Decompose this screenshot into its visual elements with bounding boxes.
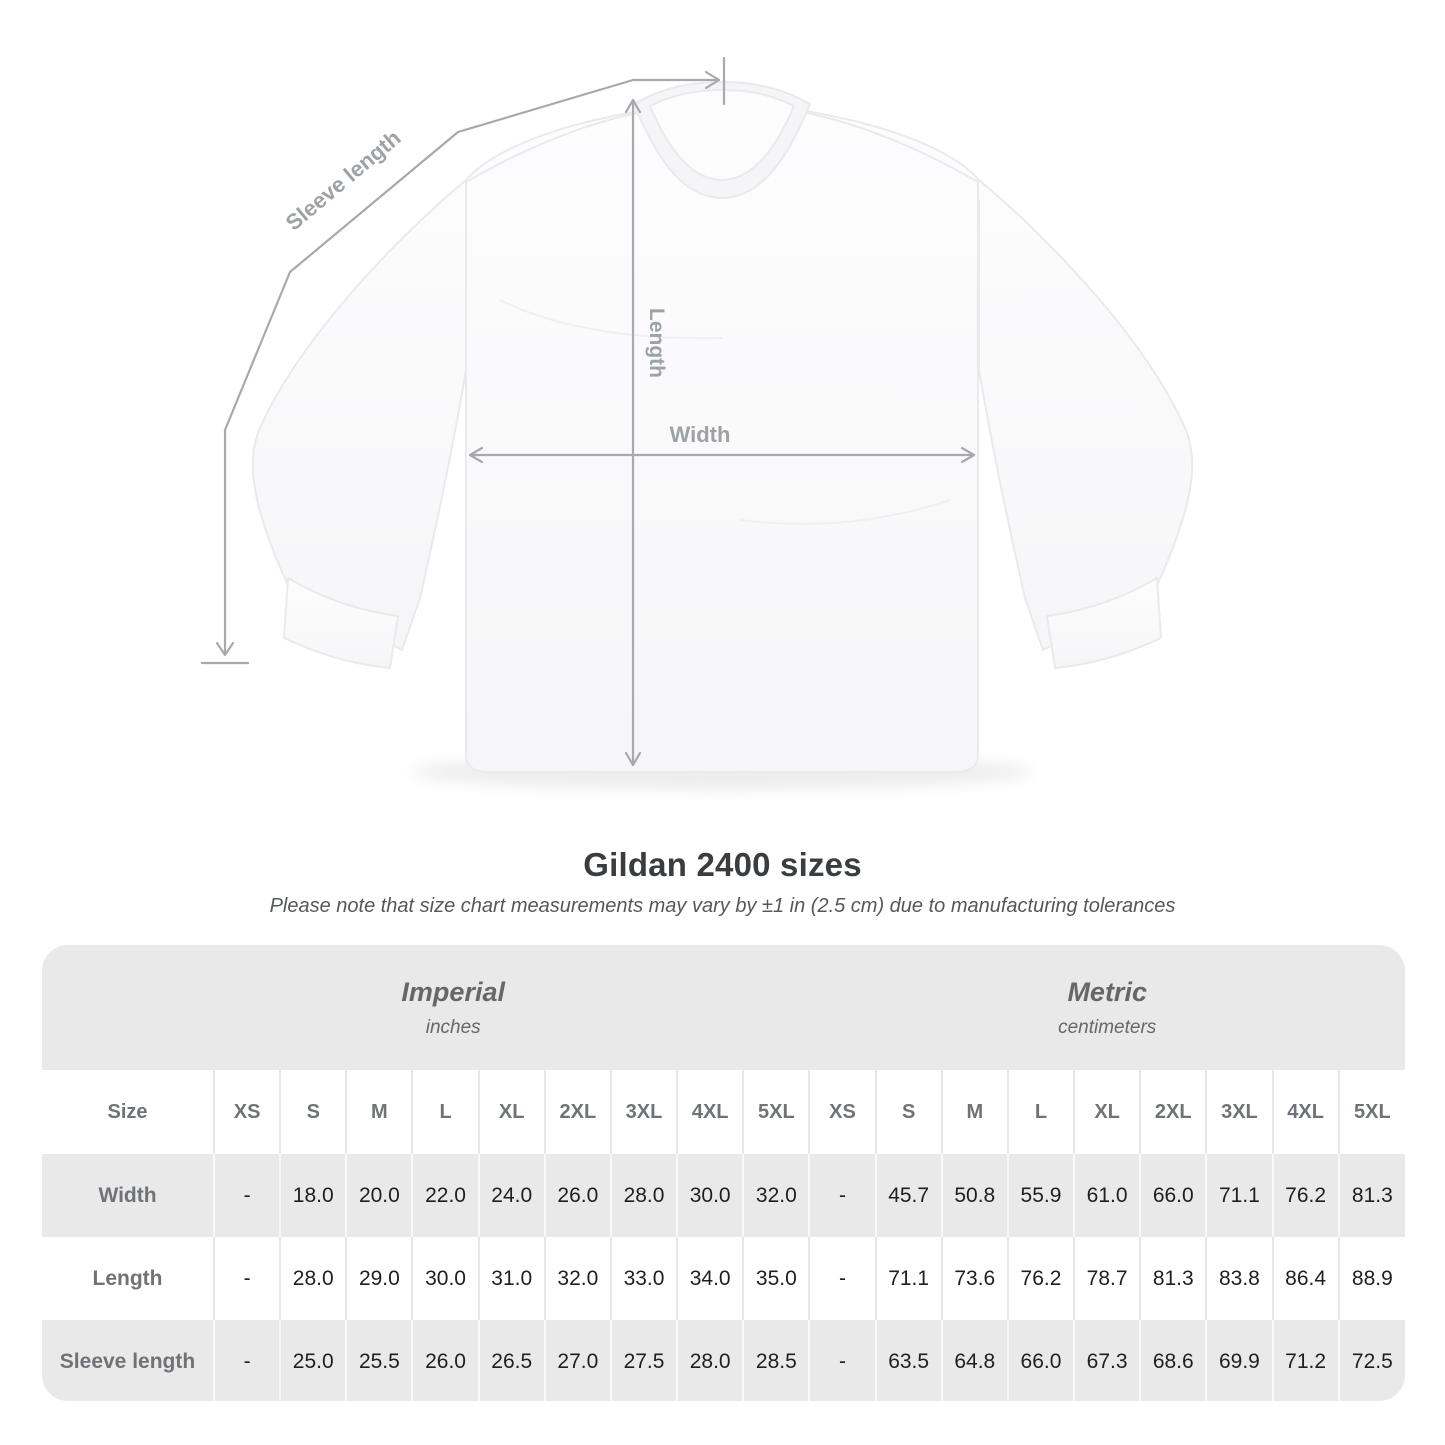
length-imperial-5xl: 35.0 <box>743 1237 809 1320</box>
size-header-imperial-m: M <box>346 1070 412 1154</box>
sleeve-length-imperial-xl: 26.5 <box>479 1320 545 1401</box>
sleeve-length-metric-3xl: 69.9 <box>1206 1320 1272 1401</box>
sleeve-length-metric-2xl: 68.6 <box>1140 1320 1206 1401</box>
width-metric-l: 55.9 <box>1008 1154 1074 1237</box>
length-metric-s: 71.1 <box>876 1237 942 1320</box>
size-header-metric-s: S <box>876 1070 942 1154</box>
sleeve-length-imperial-2xl: 27.0 <box>545 1320 611 1401</box>
size-header-imperial-2xl: 2XL <box>545 1070 611 1154</box>
size-chart-table <box>42 945 1405 1401</box>
width-imperial-4xl: 30.0 <box>677 1154 743 1237</box>
length-imperial-xl: 31.0 <box>479 1237 545 1320</box>
size-header-metric-xs: XS <box>809 1070 875 1154</box>
width-imperial-xs: - <box>214 1154 280 1237</box>
width-imperial-3xl: 28.0 <box>611 1154 677 1237</box>
length-imperial-m: 29.0 <box>346 1237 412 1320</box>
row-label-sleeve-length: Sleeve length <box>42 1320 214 1401</box>
length-imperial-s: 28.0 <box>280 1237 346 1320</box>
width-metric-4xl: 76.2 <box>1273 1154 1339 1237</box>
imperial-group-unit: inches <box>425 1016 481 1038</box>
size-header-imperial-xs: XS <box>214 1070 280 1154</box>
sleeve-length-imperial-s: 25.0 <box>280 1320 346 1401</box>
width-metric-xl: 61.0 <box>1074 1154 1140 1237</box>
width-imperial-m: 20.0 <box>346 1154 412 1237</box>
size-header-imperial-xl: XL <box>479 1070 545 1154</box>
width-metric-2xl: 66.0 <box>1140 1154 1206 1237</box>
measurement-row-sleeve-length <box>42 1320 1405 1401</box>
sleeve-length-metric-4xl: 71.2 <box>1273 1320 1339 1401</box>
size-header-metric-4xl: 4XL <box>1273 1070 1339 1154</box>
sleeve-length-label: Sleeve length <box>280 125 406 236</box>
sleeve-length-metric-xl: 67.3 <box>1074 1320 1140 1401</box>
width-metric-m: 50.8 <box>942 1154 1008 1237</box>
tolerance-note: Please note that size chart measurements may vary by ±1 in (2.5 cm) due to manufacturing tolerances <box>269 895 1176 917</box>
sleeve-length-metric-xs: - <box>809 1320 875 1401</box>
width-imperial-5xl: 32.0 <box>743 1154 809 1237</box>
sleeve-length-metric-s: 63.5 <box>876 1320 942 1401</box>
width-metric-xs: - <box>809 1154 875 1237</box>
length-metric-xs: - <box>809 1237 875 1320</box>
width-imperial-s: 18.0 <box>280 1154 346 1237</box>
length-metric-xl: 78.7 <box>1074 1237 1140 1320</box>
imperial-group-label: Imperial <box>401 976 505 1007</box>
size-header-row <box>42 1070 1405 1154</box>
metric-group-label: Metric <box>1067 976 1147 1007</box>
width-imperial-xl: 24.0 <box>479 1154 545 1237</box>
imperial-group-header <box>42 945 809 1070</box>
width-metric-s: 45.7 <box>876 1154 942 1237</box>
sleeve-length-metric-5xl: 72.5 <box>1339 1320 1405 1401</box>
length-metric-3xl: 83.8 <box>1206 1237 1272 1320</box>
unit-group-row <box>42 945 1405 1070</box>
size-header-imperial-3xl: 3XL <box>611 1070 677 1154</box>
length-imperial-xs: - <box>214 1237 280 1320</box>
size-chart-card <box>42 945 1405 1401</box>
size-header-metric-5xl: 5XL <box>1339 1070 1405 1154</box>
metric-group-unit: centimeters <box>1058 1016 1157 1038</box>
size-header-metric-l: L <box>1008 1070 1074 1154</box>
size-header-imperial-s: S <box>280 1070 346 1154</box>
page-title: Gildan 2400 sizes <box>583 846 862 883</box>
length-imperial-2xl: 32.0 <box>545 1237 611 1320</box>
size-column-header: Size <box>42 1070 214 1154</box>
sleeve-length-imperial-m: 25.5 <box>346 1320 412 1401</box>
measurement-row-width <box>42 1154 1405 1237</box>
length-metric-2xl: 81.3 <box>1140 1237 1206 1320</box>
sleeve-length-metric-l: 66.0 <box>1008 1320 1074 1401</box>
width-imperial-l: 22.0 <box>412 1154 478 1237</box>
size-header-imperial-4xl: 4XL <box>677 1070 743 1154</box>
size-header-metric-m: M <box>942 1070 1008 1154</box>
sleeve-length-metric-m: 64.8 <box>942 1320 1008 1401</box>
width-label: Width <box>669 422 731 447</box>
row-label-length: Length <box>42 1237 214 1320</box>
length-metric-5xl: 88.9 <box>1339 1237 1405 1320</box>
size-header-imperial-l: L <box>412 1070 478 1154</box>
sleeve-length-imperial-3xl: 27.5 <box>611 1320 677 1401</box>
sleeve-length-imperial-xs: - <box>214 1320 280 1401</box>
length-metric-l: 76.2 <box>1008 1237 1074 1320</box>
size-header-metric-3xl: 3XL <box>1206 1070 1272 1154</box>
width-metric-5xl: 81.3 <box>1339 1154 1405 1237</box>
length-metric-4xl: 86.4 <box>1273 1237 1339 1320</box>
size-header-metric-xl: XL <box>1074 1070 1140 1154</box>
size-header-metric-2xl: 2XL <box>1140 1070 1206 1154</box>
size-chart-body <box>42 1154 1405 1401</box>
row-label-width: Width <box>42 1154 214 1237</box>
length-imperial-l: 30.0 <box>412 1237 478 1320</box>
length-imperial-4xl: 34.0 <box>677 1237 743 1320</box>
sleeve-length-imperial-4xl: 28.0 <box>677 1320 743 1401</box>
size-header-imperial-5xl: 5XL <box>743 1070 809 1154</box>
heading-block <box>0 846 1445 918</box>
measurement-row-length <box>42 1237 1405 1320</box>
sleeve-length-imperial-l: 26.0 <box>412 1320 478 1401</box>
length-label: Length <box>645 308 668 378</box>
width-imperial-2xl: 26.0 <box>545 1154 611 1237</box>
length-metric-m: 73.6 <box>942 1237 1008 1320</box>
sleeve-length-imperial-5xl: 28.5 <box>743 1320 809 1401</box>
metric-group-header <box>809 945 1405 1070</box>
length-imperial-3xl: 33.0 <box>611 1237 677 1320</box>
width-metric-3xl: 71.1 <box>1206 1154 1272 1237</box>
